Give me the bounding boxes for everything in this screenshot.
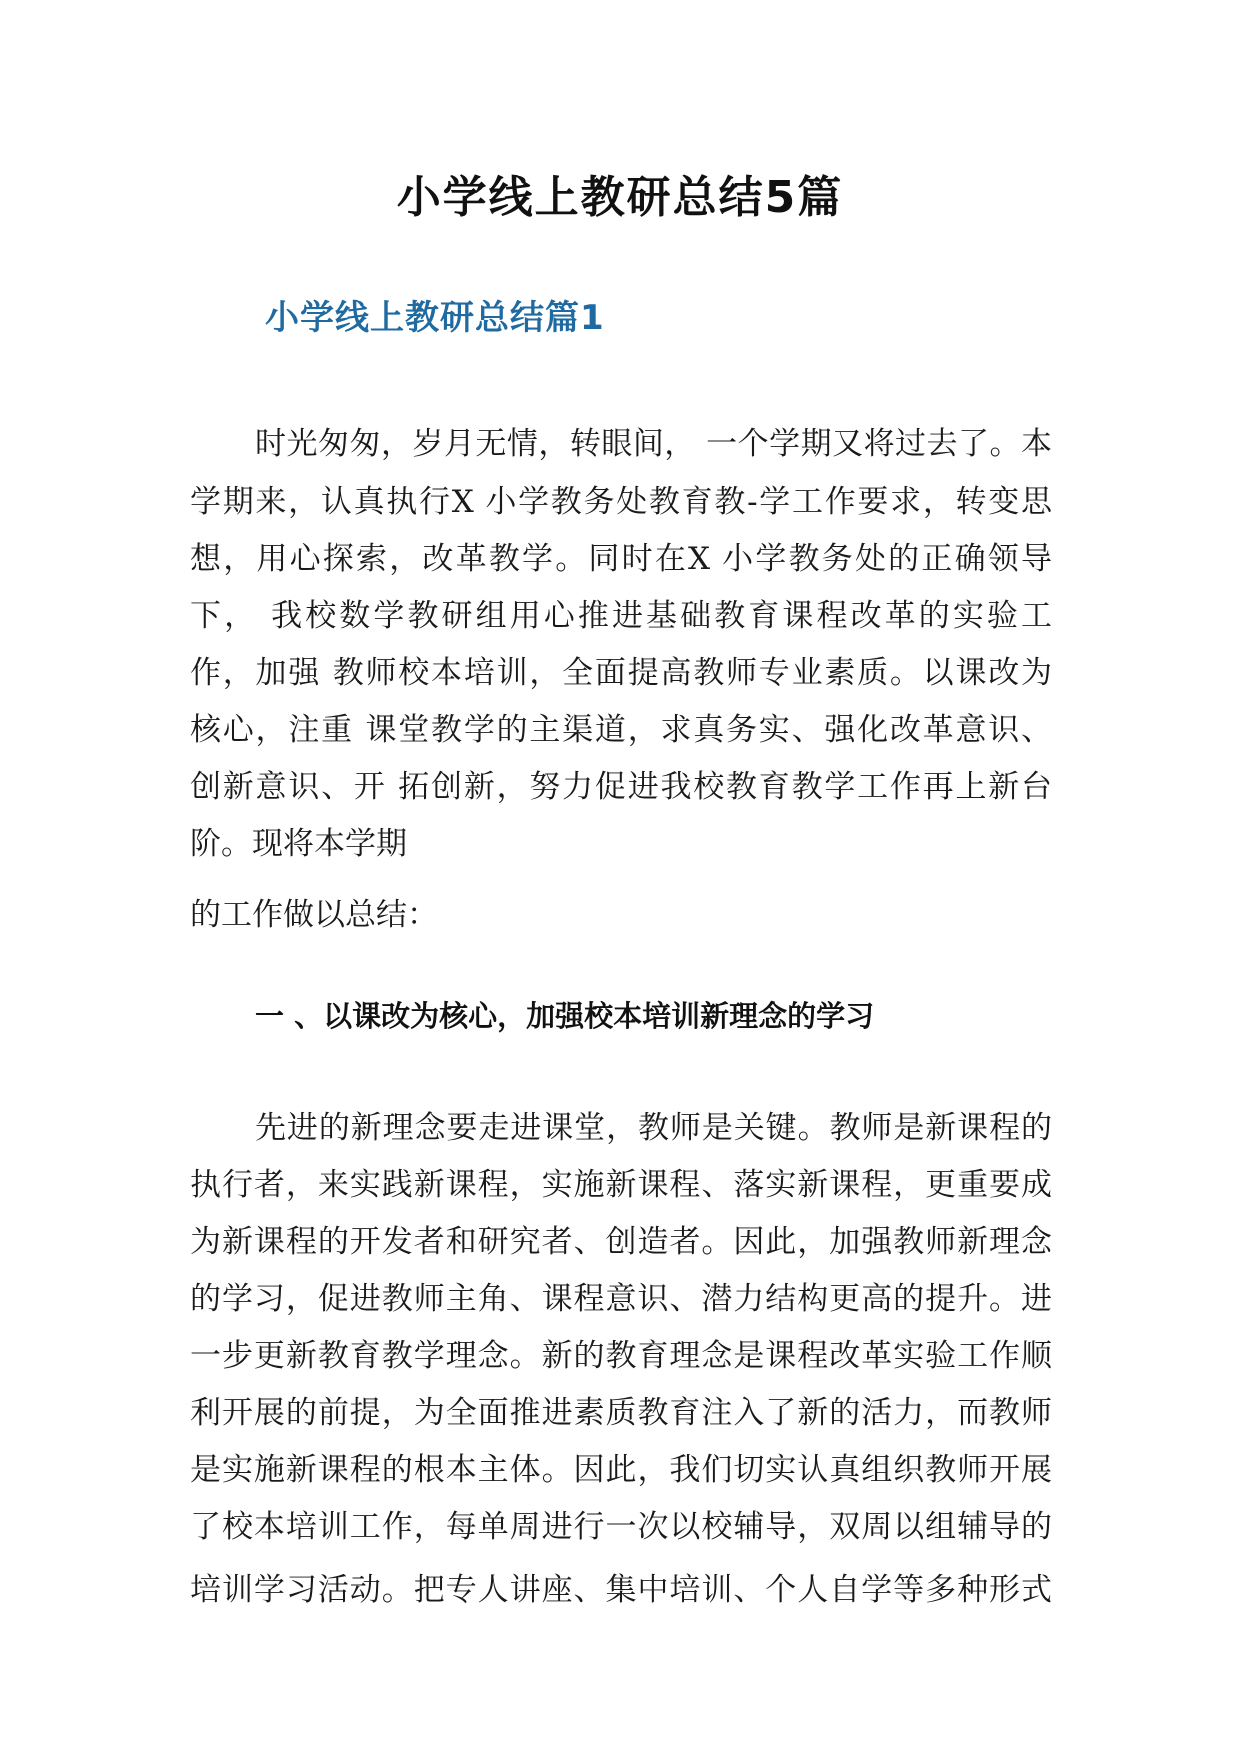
- paragraph2-line: 培训学习活动。把专人讲座、集中培训、个人自学等多种形式: [190, 1572, 1052, 1608]
- paragraph2-line: 利开展的前提，为全面推进素质教育注入了新的活力，而教师: [190, 1395, 1052, 1431]
- document-title: 小学线上教研总结5篇: [396, 172, 844, 223]
- paragraph2-line: 的学习，促进教师主角、课程意识、潜力结构更高的提升。进: [190, 1281, 1052, 1317]
- paragraph1-line: 创新意识、开 拓创新，努力促进我校教育教学工作再上新台: [190, 769, 1052, 805]
- paragraph1-line: 学期来，认真执行X 小学教务处教育教-学工作要求，转变思: [190, 484, 1052, 520]
- paragraph1-tail: 的工作做以总结：: [190, 897, 438, 933]
- paragraph1-line: 下， 我校数学教研组用心推进基础教育课程改革的实验工: [190, 598, 1052, 634]
- subheading: 一 、以课改为核心，加强校本培训新理念的学习: [255, 999, 875, 1033]
- paragraph1-line: 核心，注重 课堂教学的主渠道，求真务实、强化改革意识、: [190, 712, 1052, 748]
- paragraph1-line: 时光匆匆，岁月无情，转眼间， 一个学期又将过去了。本: [255, 426, 1052, 462]
- paragraph2-line: 了校本培训工作，每单周进行一次以校辅导，双周以组辅导的: [190, 1509, 1052, 1545]
- paragraph2-line: 一步更新教育教学理念。新的教育理念是课程改革实验工作顺: [190, 1338, 1052, 1374]
- paragraph2-line: 为新课程的开发者和研究者、创造者。因此，加强教师新理念: [190, 1224, 1052, 1260]
- paragraph2-line: 先进的新理念要走进课堂，教师是关键。教师是新课程的: [255, 1110, 1052, 1146]
- paragraph2-line: 是实施新课程的根本主体。因此，我们切实认真组织教师开展: [190, 1452, 1052, 1488]
- paragraph1-line: 想，用心探索，改革教学。同时在X 小学教务处的正确领导: [190, 541, 1052, 577]
- paragraph1-line: 作，加强 教师校本培训，全面提高教师专业素质。以课改为: [190, 655, 1052, 691]
- paragraph1-line: 阶。现将本学期: [190, 826, 407, 862]
- paragraph2-line: 执行者，来实践新课程，实施新课程、落实新课程，更重要成: [190, 1167, 1052, 1203]
- section-heading: 小学线上教研总结篇1: [265, 298, 605, 338]
